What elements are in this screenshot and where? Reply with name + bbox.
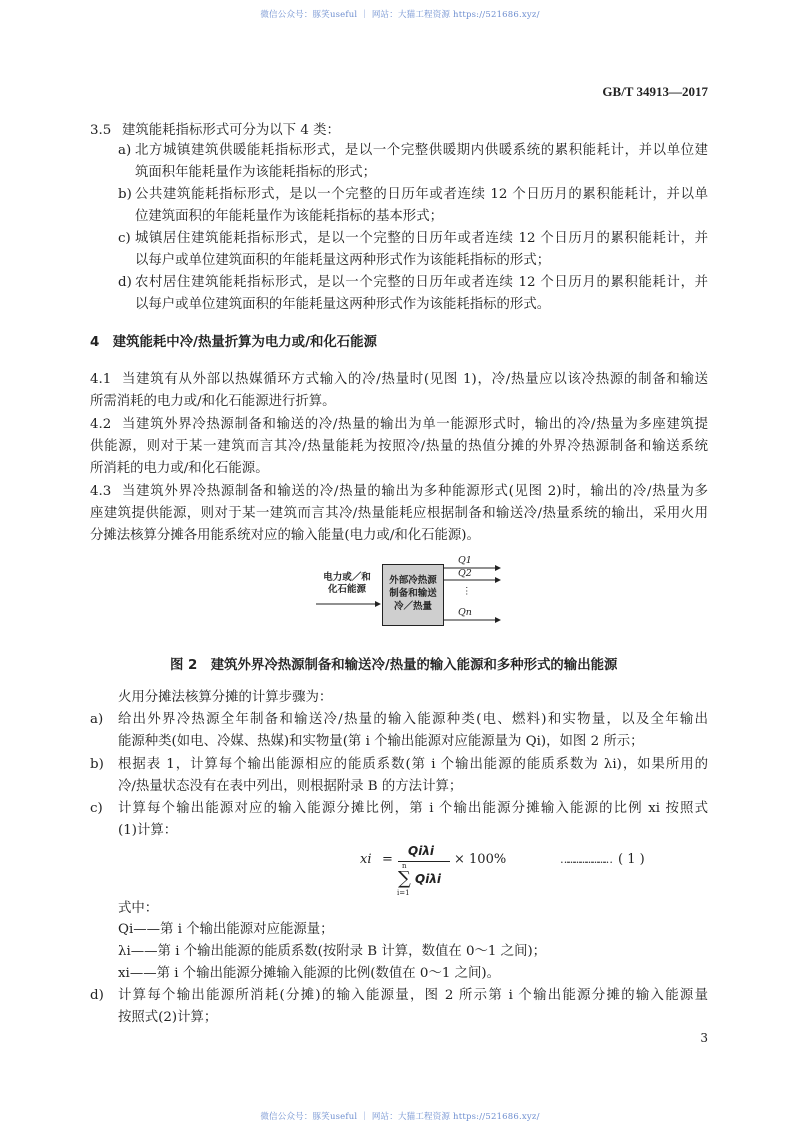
list-text: 计算每个输出能源对应的输入能源分摊比例，第 i 个输出能源分摊输入能源的比例 xi 按照式: [118, 801, 708, 816]
formula-lhs: xi: [360, 852, 372, 867]
list-text: 能源种类(如电、冷媒、热媒)和实物量(第 i 个输出能源对应能源量为 Qi)，如图 2 所示；: [118, 734, 644, 749]
list-text: 位建筑面积的年能耗量作为该能耗指标的基本形式；: [135, 209, 443, 224]
figure-2-diagram: [316, 555, 506, 632]
list-label: b): [118, 187, 132, 202]
formula-eq: =: [382, 852, 393, 867]
where-def: λi——第 i 个输出能源的能质系数(按附录 B 计算，数值在 0～1 之间)；: [118, 944, 547, 959]
clause-text: 建筑能耗指标形式可分为以下 4 类：: [122, 123, 340, 138]
page-number: 3: [700, 1031, 708, 1045]
heat-source-box: [382, 564, 444, 626]
steps-intro: 火用分摊法核算分摊的计算步骤为：: [118, 690, 333, 705]
clause-text: 所需消耗的电力或/和化石能源进行折算。: [90, 394, 336, 409]
sum-lower: i=1: [397, 889, 410, 897]
list-text: 公共建筑能耗指标形式，是以一个完整的日历年或者连续 12 个日历月的累积能耗计，并以单: [135, 187, 708, 202]
clause-text: 供能源，则对于某一建筑而言其冷/热量能耗为按照冷/热量的热值分摊的外界冷热源制备和输送系统: [90, 439, 708, 454]
list-text: 农村居住建筑能耗指标形式，是以一个完整的日历年或者连续 12 个日历月的累积能耗计，并: [135, 275, 708, 290]
box-line: 冷／热量: [393, 601, 432, 612]
list-label: a): [118, 143, 132, 158]
list-text: 以每户或单位建筑面积的年能耗量这两种形式作为该能耗指标的形式。: [135, 297, 551, 312]
box-line: 外部冷热源: [389, 575, 437, 586]
where-def: Qi——第 i 个输出能源对应能源量；: [118, 922, 334, 937]
where-def: xi——第 i 个输出能源分摊输入能源的比例(数值在 0～1 之间)。: [118, 966, 501, 981]
list-label: b): [90, 757, 104, 772]
clause-text: 分摊法核算分摊各用能系统对应的输入能量(电力或/和化石能源)。: [90, 528, 480, 543]
output-q2: Q2: [458, 568, 472, 579]
clause-text: 当建筑外界冷热源制备和输送的冷/热量的输出为多种能源形式(见图 2)时，输出的冷/热量为多: [122, 484, 708, 499]
output-ellipsis: ⋮: [462, 586, 472, 597]
where-title: 式中：: [118, 901, 159, 916]
list-text: (1)计算：: [118, 823, 178, 838]
watermark-bottom: 微信公众号：豚笑useful ｜ 网站：大猫工程资源 https://521686.xyz/: [260, 1112, 540, 1122]
formula-denominator: Qiλi: [415, 872, 442, 886]
list-text: 根据表 1，计算每个输出能源相应的能质系数(第 i 个输出能源的能质系数为 λi)，如果所用的: [118, 757, 708, 772]
input-line: 电力或／和: [323, 572, 371, 583]
list-text: 冷/热量状态没有在表中列出，则根据附录 B 的方法计算；: [118, 779, 463, 794]
sum-sign: ∑: [398, 868, 411, 889]
list-label: c): [90, 801, 103, 816]
section-heading: 4 建筑能耗中冷/热量折算为电力或/和化石能源: [90, 335, 377, 350]
list-label: d): [90, 988, 104, 1003]
clause-number: 4.1: [90, 372, 112, 387]
formula-tail: [560, 852, 645, 868]
list-text: 按照式(2)计算；: [118, 1010, 218, 1025]
box-line: 制备和输送: [389, 588, 437, 599]
clause-text: 当建筑外界冷热源制备和输送的冷/热量的输出为单一能源形式时，输出的冷/热量为多座建筑提: [122, 417, 708, 432]
input-energy-label: [316, 572, 378, 596]
output-q1: Q1: [458, 555, 472, 566]
list-text: 给出外界冷热源全年制备和输送冷/热量的输入能源种类(电、燃料)和实物量，以及全年输出: [118, 712, 708, 727]
input-line: 化石能源: [327, 584, 366, 595]
clause-text: 当建筑有从外部以热媒循环方式输入的冷/热量时(见图 1)，冷/热量应以该冷热源的制备和输送: [122, 372, 708, 387]
clause-text: 所消耗的电力或/和化石能源。: [90, 461, 269, 476]
sum-upper: n: [402, 862, 407, 870]
figure-caption: 图 2 建筑外界冷热源制备和输送冷/热量的输入能源和多种形式的输出能源: [170, 658, 618, 673]
list-text: 北方城镇建筑供暖能耗指标形式，是以一个完整供暖期内供暖系统的累积能耗计，并以单位建: [135, 143, 708, 158]
list-text: 筑面积年能耗量作为该能耗指标的形式；: [135, 165, 377, 180]
formula-leader-dots: ……………………: [560, 853, 608, 866]
standard-number: GB/T 34913—2017: [602, 84, 708, 99]
formula-times: × 100%: [454, 852, 507, 867]
watermark-top: 微信公众号：豚笑useful ｜ 网站：大猫工程资源 https://521686.xyz/: [260, 10, 540, 20]
clause-number: 4.3: [90, 484, 112, 499]
list-text: 城镇居住建筑能耗指标形式，是以一个完整的日历年或者连续 12 个日历月的累积能耗计，并: [135, 231, 708, 246]
formula-number: ( 1 ): [618, 852, 645, 867]
formula-numerator: Qiλi: [408, 844, 435, 858]
clause-number: 4.2: [90, 417, 112, 432]
list-text: 计算每个输出能源所消耗(分摊)的输入能源量，图 2 所示第 i 个输出能源分摊的输入能源量: [118, 988, 708, 1003]
clause-text: 座建筑提供能源，则对于某一建筑而言其冷/热量能耗应根据制备和输送冷/热量系统的输出，采用火用: [90, 506, 708, 521]
clause-number: 3.5: [90, 123, 112, 138]
list-label: d): [118, 275, 132, 290]
output-qn: Qn: [458, 607, 472, 618]
list-label: c): [118, 231, 131, 246]
list-label: a): [90, 712, 104, 727]
list-text: 以每户或单位建筑面积的年能耗量这两种形式作为该能耗指标的形式；: [135, 253, 551, 268]
